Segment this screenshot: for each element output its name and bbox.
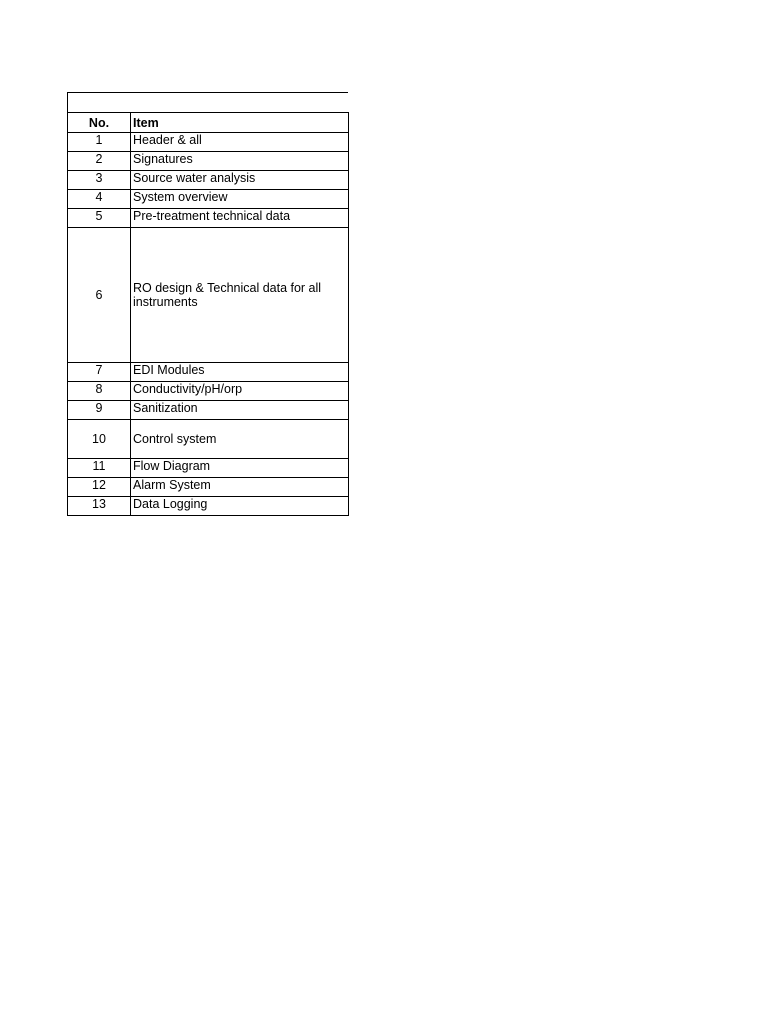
cell-no[interactable]: 12 — [68, 478, 131, 497]
cell-no[interactable]: 1 — [68, 133, 131, 152]
table-row — [68, 497, 349, 516]
cell-no[interactable]: 3 — [68, 171, 131, 190]
cell-item[interactable]: Pre-treatment technical data — [131, 209, 349, 228]
items-table — [67, 112, 349, 516]
cell-item[interactable]: Source water analysis — [131, 171, 349, 190]
cell-no[interactable]: 7 — [68, 363, 131, 382]
table-row — [68, 190, 349, 209]
table-row — [68, 152, 349, 171]
cell-item[interactable]: System overview — [131, 190, 349, 209]
cell-item[interactable]: Flow Diagram — [131, 459, 349, 478]
spreadsheet-table-region — [67, 92, 348, 516]
cell-item[interactable]: Data Logging — [131, 497, 349, 516]
table-row — [68, 171, 349, 190]
cell-no[interactable]: 13 — [68, 497, 131, 516]
cell-no[interactable]: 11 — [68, 459, 131, 478]
cell-item[interactable]: Control system — [131, 420, 349, 459]
cell-item[interactable]: Conductivity/pH/orp — [131, 382, 349, 401]
table-row — [68, 382, 349, 401]
cell-item[interactable]: Signatures — [131, 152, 349, 171]
cell-no[interactable]: 10 — [68, 420, 131, 459]
table-row — [68, 209, 349, 228]
column-header-no[interactable]: No. — [68, 113, 131, 133]
cell-item[interactable]: Header & all — [131, 133, 349, 152]
header-row — [68, 113, 349, 133]
table-row — [68, 228, 349, 363]
cell-item[interactable]: Alarm System — [131, 478, 349, 497]
table-row — [68, 459, 349, 478]
cell-item[interactable]: Sanitization — [131, 401, 349, 420]
cell-no[interactable]: 9 — [68, 401, 131, 420]
cell-no[interactable]: 5 — [68, 209, 131, 228]
cell-no[interactable]: 2 — [68, 152, 131, 171]
table-row — [68, 478, 349, 497]
column-header-item[interactable]: Item — [131, 113, 349, 133]
cell-no[interactable]: 4 — [68, 190, 131, 209]
table-row — [68, 363, 349, 382]
cell-no[interactable]: 8 — [68, 382, 131, 401]
table-row — [68, 401, 349, 420]
cell-item[interactable]: RO design & Technical data for all instruments — [131, 228, 349, 363]
cell-no[interactable]: 6 — [68, 228, 131, 363]
cell-item[interactable]: EDI Modules — [131, 363, 349, 382]
table-row — [68, 420, 349, 459]
table-row — [68, 133, 349, 152]
table-title-cell[interactable] — [67, 92, 348, 112]
